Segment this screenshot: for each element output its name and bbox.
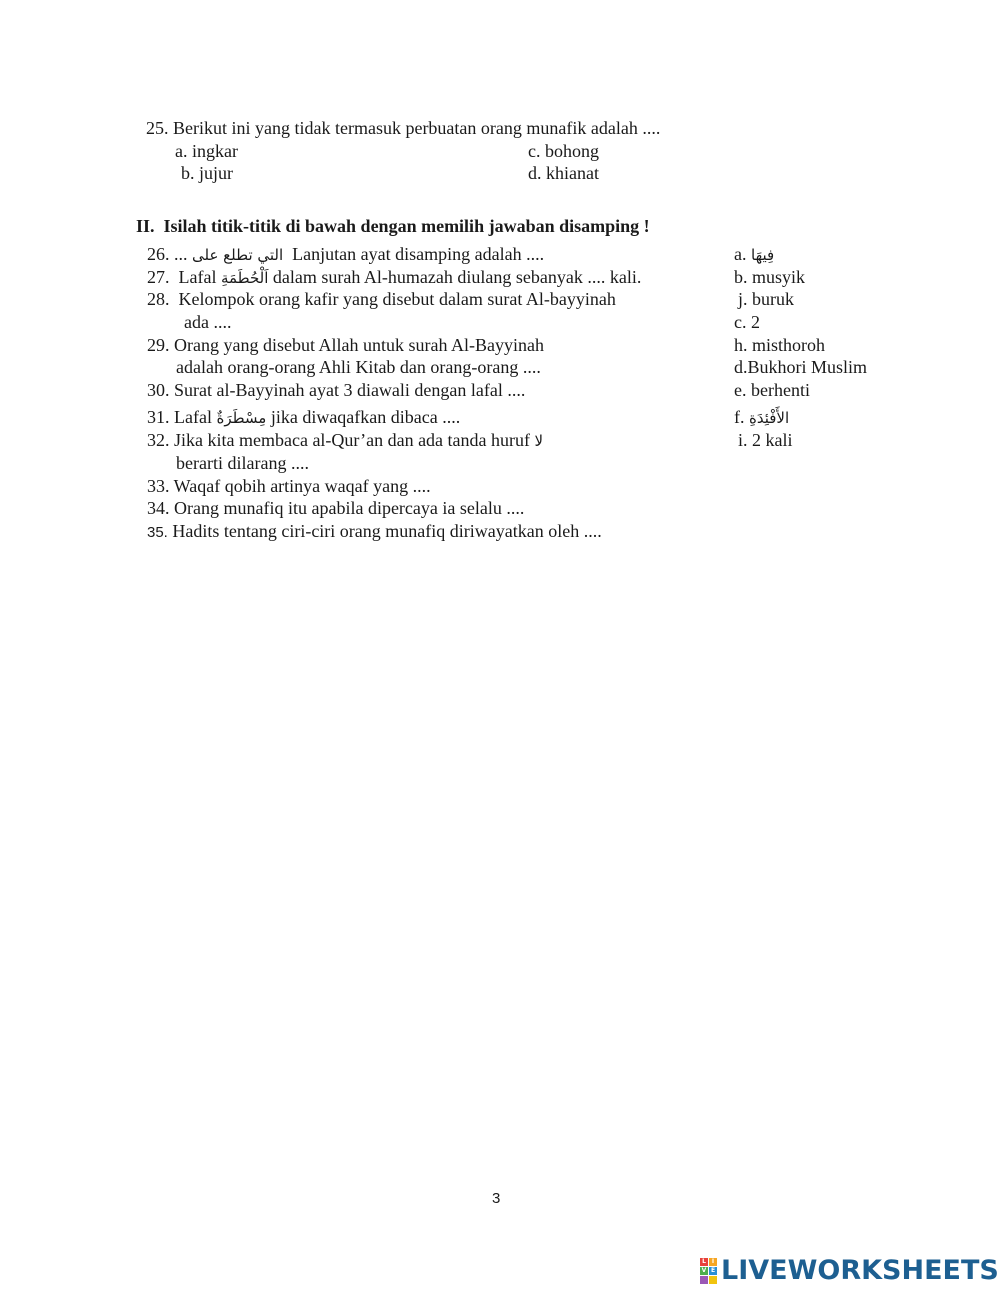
liveworksheets-logo: [700, 1255, 999, 1286]
q27-arabic: اَلْحُطَمَةِ: [220, 269, 269, 287]
answer-i: i. 2 kali: [738, 430, 793, 450]
q25-option-a: a. ingkar: [175, 141, 238, 161]
q31-text: jika diwaqafkan dibaca ....: [270, 407, 461, 427]
q25-question: 25. Berikut ini yang tidak termasuk perbuatan orang munafik adalah ....: [146, 118, 661, 138]
q33: 33. Waqaf qobih artinya waqaf yang ....: [147, 476, 431, 496]
answer-e: e. berhenti: [734, 380, 810, 400]
answer-a-arabic: فِيهَا: [751, 246, 775, 264]
q32-arabic: لا: [534, 432, 544, 450]
answer-f-arabic: الأَفْئِدَةِ: [749, 409, 790, 427]
q26-text: Lanjutan ayat disamping adalah ....: [292, 244, 545, 264]
logo-blocks-icon: [700, 1258, 717, 1284]
q32-line1: [147, 429, 543, 452]
logo-block: L: [700, 1258, 708, 1266]
answer-f: [734, 406, 789, 429]
q26-arabic: التي تطلع على: [192, 246, 284, 264]
q26: [147, 243, 544, 266]
answer-f-label: f.: [734, 407, 745, 427]
logo-block: [700, 1276, 708, 1284]
logo-block: [709, 1276, 717, 1284]
q29-line1: 29. Orang yang disebut Allah untuk surah Al-Bayyinah: [147, 335, 544, 355]
q31-number: 31. Lafal: [147, 407, 212, 427]
q25-option-c: c. bohong: [528, 141, 599, 161]
q27-number: 27. Lafal: [147, 267, 217, 287]
q30: 30. Surat al-Bayyinah ayat 3 diawali dengan lafal ....: [147, 380, 526, 400]
q32-text: 32. Jika kita membaca al-Qur’an dan ada tanda huruf: [147, 430, 531, 450]
answer-j: j. buruk: [738, 289, 794, 309]
answer-a-label: a.: [734, 244, 747, 264]
logo-text: LIVEWORKSHEETS: [721, 1255, 999, 1286]
q27: [147, 266, 641, 289]
q35-number: 35.: [147, 524, 168, 541]
q27-text: dalam surah Al-humazah diulang sebanyak .... kali.: [272, 267, 642, 287]
q29-line2: adalah orang-orang Ahli Kitab dan orang-orang ....: [176, 357, 541, 377]
q28-line1: 28. Kelompok orang kafir yang disebut dalam surat Al-bayyinah: [147, 289, 616, 309]
section-heading: II. Isilah titik-titik di bawah dengan memilih jawaban disamping !: [136, 216, 650, 236]
answer-c: c. 2: [734, 312, 760, 332]
answer-b: b. musyik: [734, 267, 806, 287]
logo-block: E: [710, 1266, 716, 1274]
answer-d: d.Bukhori Muslim: [734, 357, 868, 377]
q35: [147, 520, 602, 544]
page-number: 3: [492, 1190, 501, 1207]
q26-number: 26. ...: [147, 244, 188, 264]
q32-line2: berarti dilarang ....: [176, 453, 309, 473]
answer-h: h. misthoroh: [734, 335, 826, 355]
q34: 34. Orang munafiq itu apabila dipercaya ia selalu ....: [147, 498, 525, 518]
answer-a: [734, 243, 774, 266]
q35-text: Hadits tentang ciri-ciri orang munafiq diriwayatkan oleh ....: [172, 521, 602, 541]
q31: [147, 406, 460, 429]
logo-block: V: [701, 1266, 707, 1274]
q25-option-b: b. jujur: [181, 163, 233, 183]
q25-option-d: d. khianat: [528, 163, 599, 183]
logo-block: I: [709, 1258, 717, 1266]
q28-line2: ada ....: [184, 312, 232, 332]
q31-arabic: مِسْطَرَةٌ: [216, 409, 267, 427]
